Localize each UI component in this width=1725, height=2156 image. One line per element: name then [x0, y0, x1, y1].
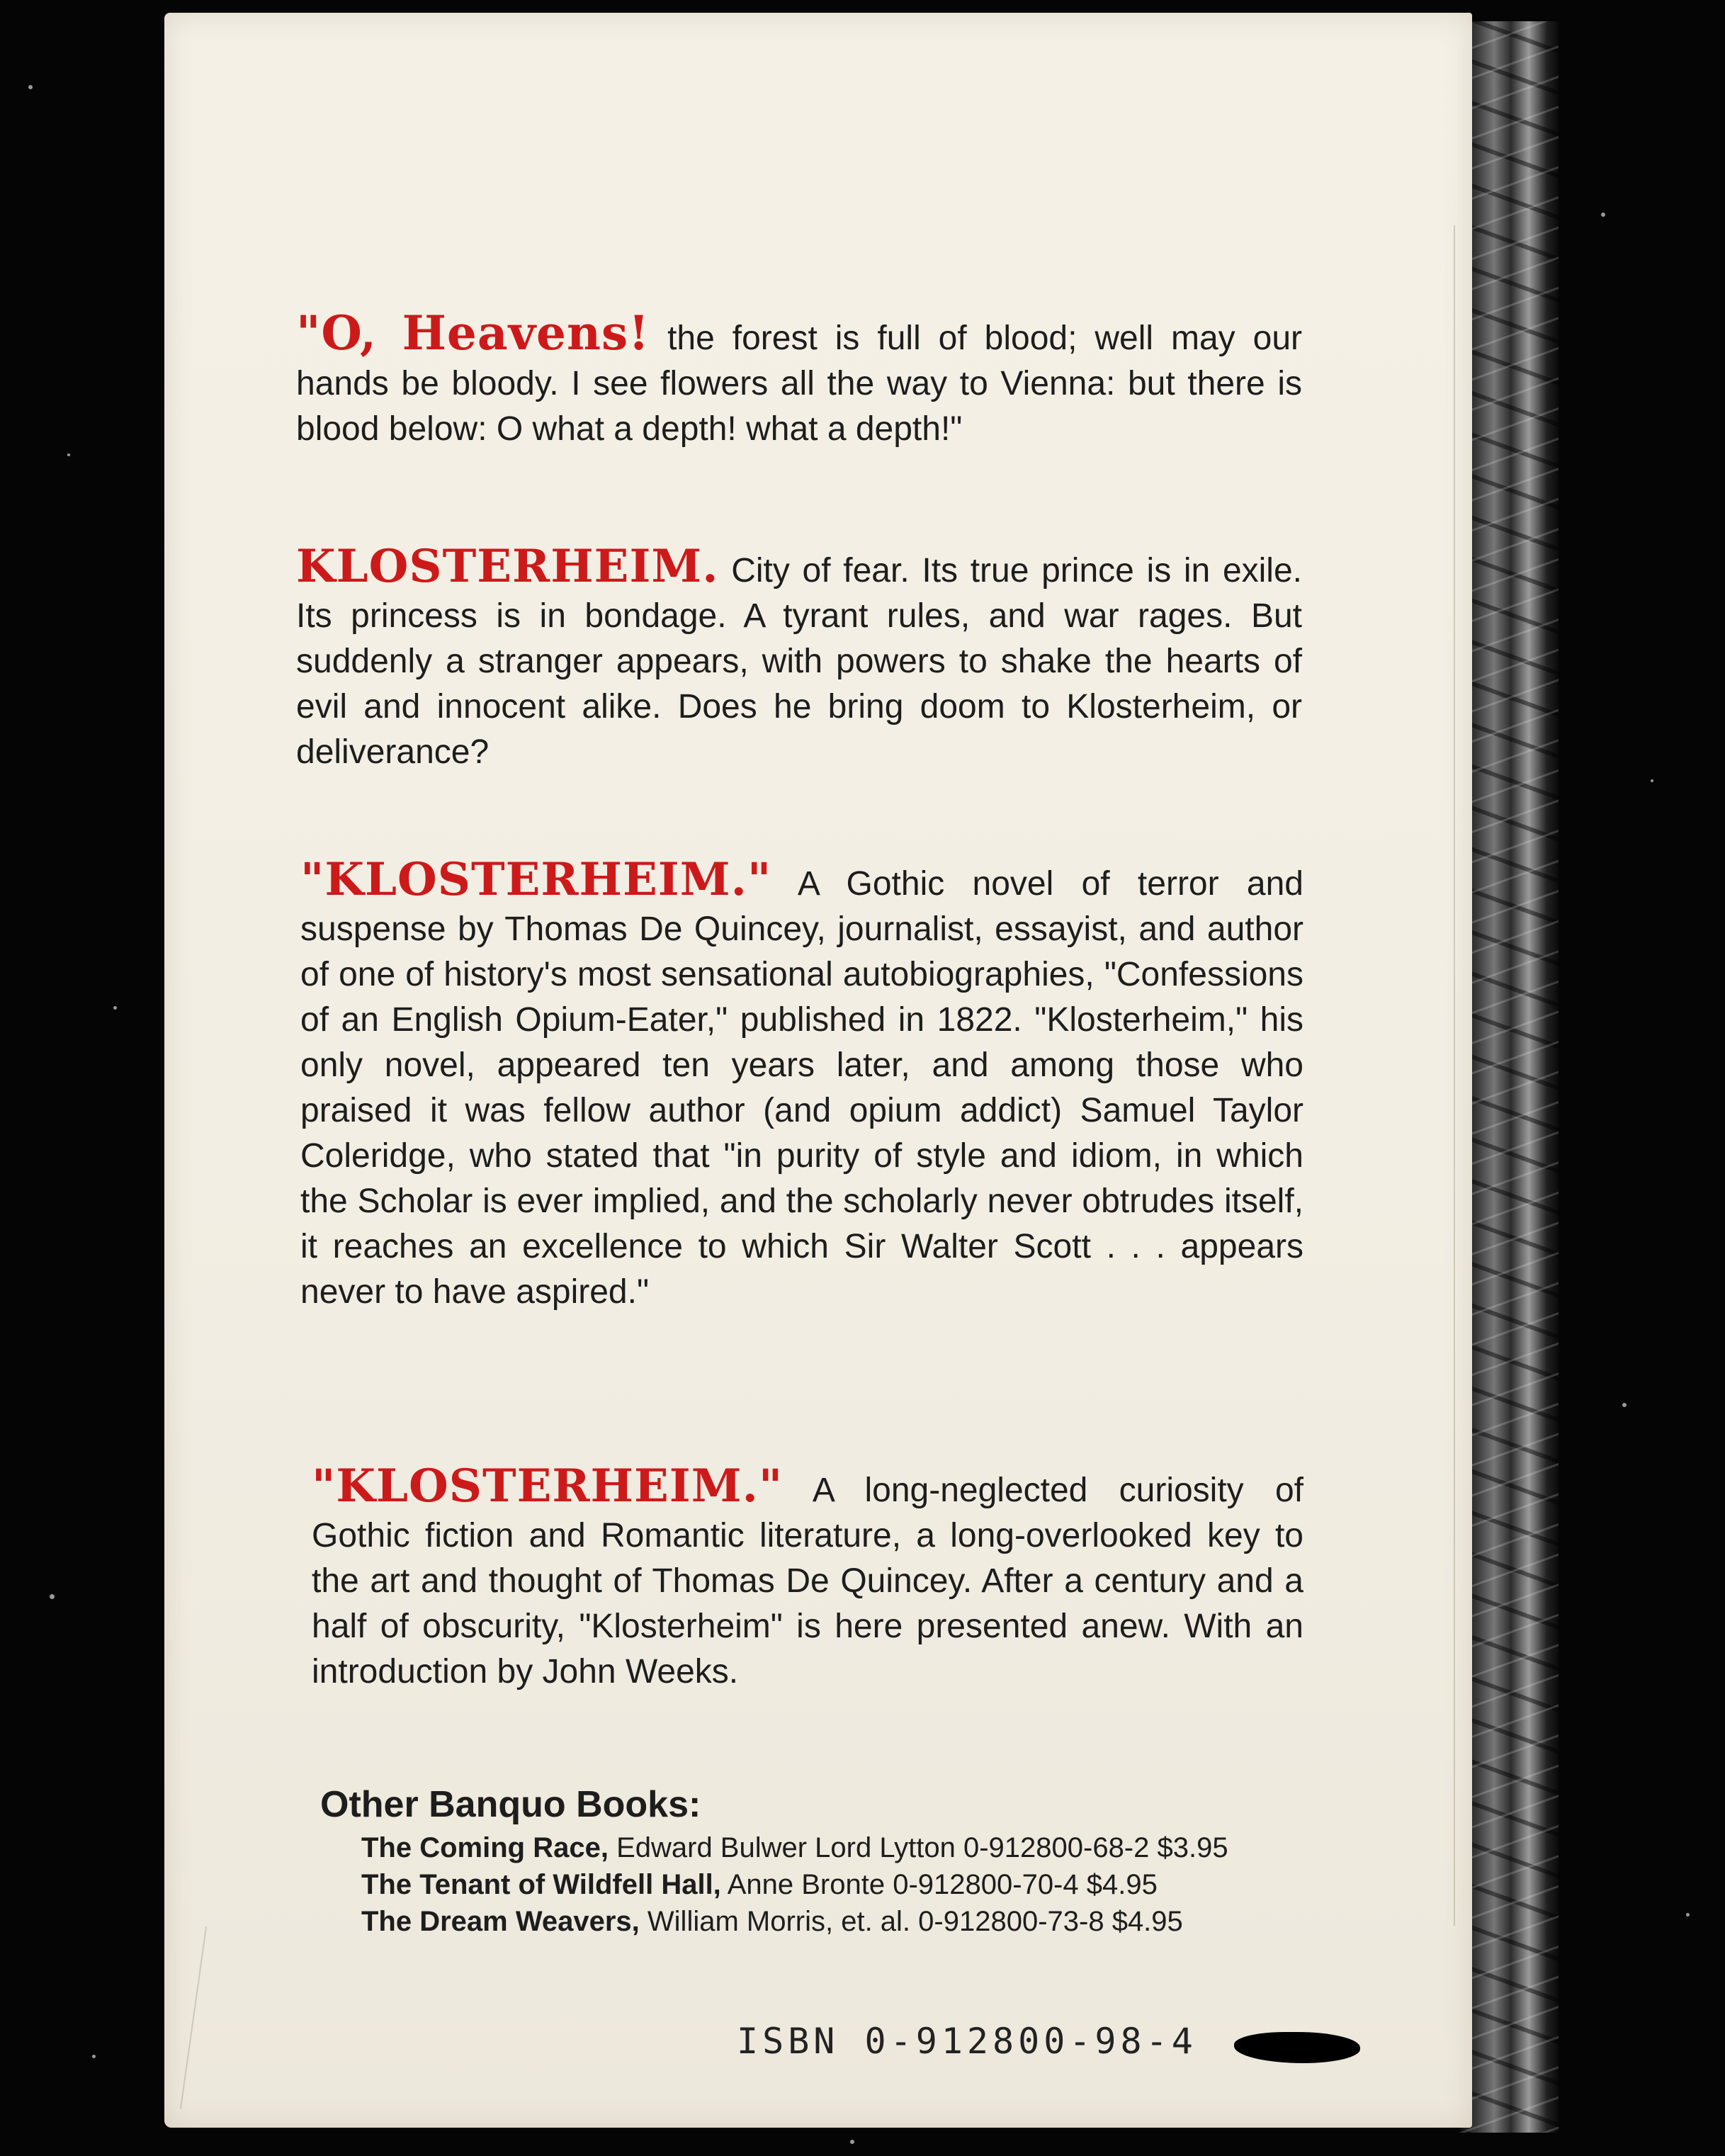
background-speck: [1686, 1913, 1690, 1917]
synopsis-paragraph: [296, 540, 1302, 775]
isbn-code: ISBN 0-912800-98-4: [737, 2021, 1197, 2062]
closing-lead: "KLOSTERHEIM.": [312, 1460, 784, 1513]
book-isbn: 0-912800-70-4: [893, 1869, 1079, 1900]
book-title: The Coming Race,: [361, 1832, 609, 1863]
background-speck: [850, 2140, 854, 2144]
synopsis-text: City of fear. Its true prince is in exile. Its princess is in bondage. A tyrant rules, and war rages. But suddenly a stranger appears, with powers to shake the hearts of evil and innocent alike. Does he bring doom to Klosterheim, or deliverance?: [296, 552, 1302, 771]
book-spine: [1459, 21, 1559, 2133]
list-item: [361, 1866, 1228, 1903]
description-paragraph: [300, 853, 1303, 1315]
book-title: The Dream Weavers,: [361, 1906, 640, 1937]
book-isbn: 0-912800-73-8: [918, 1906, 1104, 1937]
background-speck: [67, 453, 70, 456]
list-item: [361, 1829, 1228, 1866]
book-author: Anne Bronte: [720, 1869, 893, 1900]
synopsis-lead: KLOSTERHEIM.: [296, 540, 719, 593]
other-books-list: [320, 1829, 1228, 1940]
list-item: [361, 1903, 1228, 1940]
book-author: Edward Bulwer Lord Lytton: [608, 1832, 963, 1863]
background-speck: [1651, 779, 1653, 782]
closing-text: A long-neglected curiosity of Gothic fiction and Romantic literature, a long-overlooked key to the art and thought of Thomas De Quincey. After a century and a half of obscurity, "Klosterheim" is here presented anew. With an introduction by John Weeks.: [312, 1472, 1303, 1691]
other-books-section: [320, 1780, 1228, 1940]
description-lead: "KLOSTERHEIM.": [300, 853, 772, 906]
quote-text: the forest is full of blood; well may our hands be bloody. I see flowers all the way to Vienna: but there is blood below: O what a depth! what a depth!": [296, 320, 1303, 448]
cover-crease: [180, 1926, 207, 2109]
background-speck: [28, 85, 33, 89]
background-speck: [92, 2055, 96, 2058]
book-title: The Tenant of Wildfell Hall,: [361, 1869, 721, 1900]
background-speck: [1622, 1403, 1627, 1407]
other-books-title: Other Banquo Books:: [320, 1784, 701, 1825]
quote-lead: "O, Heavens!: [296, 305, 650, 361]
quote-paragraph: [296, 305, 1303, 452]
background-speck: [113, 1006, 117, 1010]
book-author: William Morris, et. al.: [639, 1906, 919, 1937]
book-price: $3.95: [1149, 1832, 1228, 1863]
book-isbn: 0-912800-68-2: [963, 1832, 1150, 1863]
background-speck: [1601, 213, 1605, 217]
background-speck: [50, 1594, 55, 1599]
description-text: A Gothic novel of terror and suspense by Thomas De Quincey, journalist, essayist, and author of one of history's most sensational autobiographies, "Confessions of an English Opium-Eater," published in 1822. "Klosterheim," his only novel, appeared ten years later, and among those who praised it was fellow author (and opium addict) Samuel Taylor Coleridge, who stated that "in purity of style and idiom, in which the Scholar is ever implied, and the scholarly never obtrudes itself, it reaches an excellence to which Sir Walter Scott . . . appears never to have aspired.": [300, 865, 1303, 1311]
closing-paragraph: [312, 1460, 1303, 1695]
book-price: $4.95: [1104, 1906, 1183, 1937]
book-price: $4.95: [1078, 1869, 1158, 1900]
cover-crease: [1454, 225, 1455, 1926]
